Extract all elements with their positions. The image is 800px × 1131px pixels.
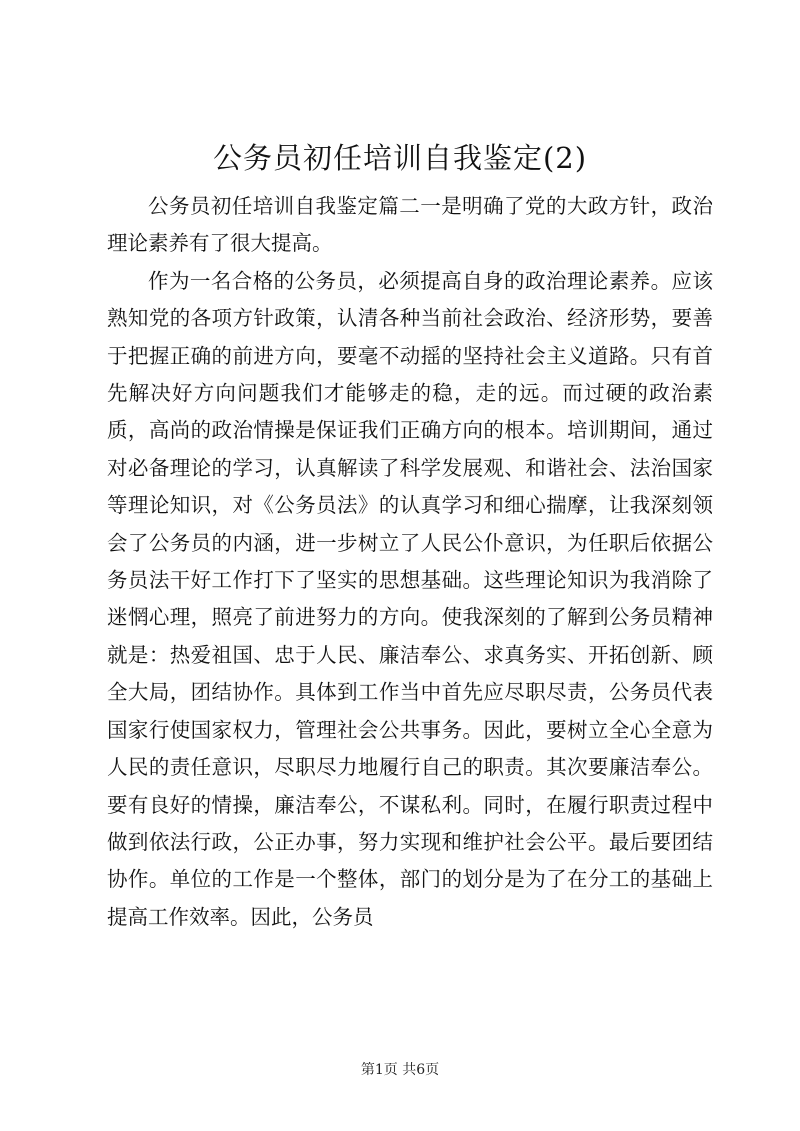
document-body (107, 188, 713, 936)
page-number-footer: 第1页 共6页 (360, 1062, 440, 1078)
page-title: 公务员初任培训自我鉴定(2) (212, 141, 588, 175)
paragraph-2: 作为一名合格的公务员，必须提高自身的政治理论素养。应该熟知党的各项方针政策，认清各种当前社会政治、经济形势，要善于把握正确的前进方向，要毫不动摇的坚持社会主义道路。只有首先解决好方向问题我们才能够走的稳，走的远。而过硬的政治素质，高尚的政治情操是保证我们正确方向的根本。培训期间，通过对必备理论的学习，认真解读了科学发展观、和谐社会、法治国家等理论知识，对《公务员法》的认真学习和细心揣摩，让我深刻领会了公务员的内涵，进一步树立了人民公仆意识，为任职后依据公务员法干好工作打下了坚实的思想基础。这些理论知识为我消除了迷惘心理，照亮了前进努力的方向。使我深刻的了解到公务员精神就是：热爱祖国、忠于人民、廉洁奉公、求真务实、开拓创新、顾全大局，团结协作。具体到工作当中首先应尽职尽责，公务员代表国家行使国家权力，管理社会公共事务。因此，要树立全心全意为人民的责任意识，尽职尽力地履行自己的职责。其次要廉洁奉公。要有良好的情操，廉洁奉公，不谋私利。同时，在履行职责过程中做到依法行政，公正办事，努力实现和维护社会公平。最后要团结协作。单位的工作是一个整体，部门的划分是为了在分工的基础上提高工作效率。因此，公务员 (107, 268, 713, 929)
paragraph-1: 公务员初任培训自我鉴定篇二一是明确了党的大政方针，政治理论素养有了很大提高。 (107, 194, 713, 256)
